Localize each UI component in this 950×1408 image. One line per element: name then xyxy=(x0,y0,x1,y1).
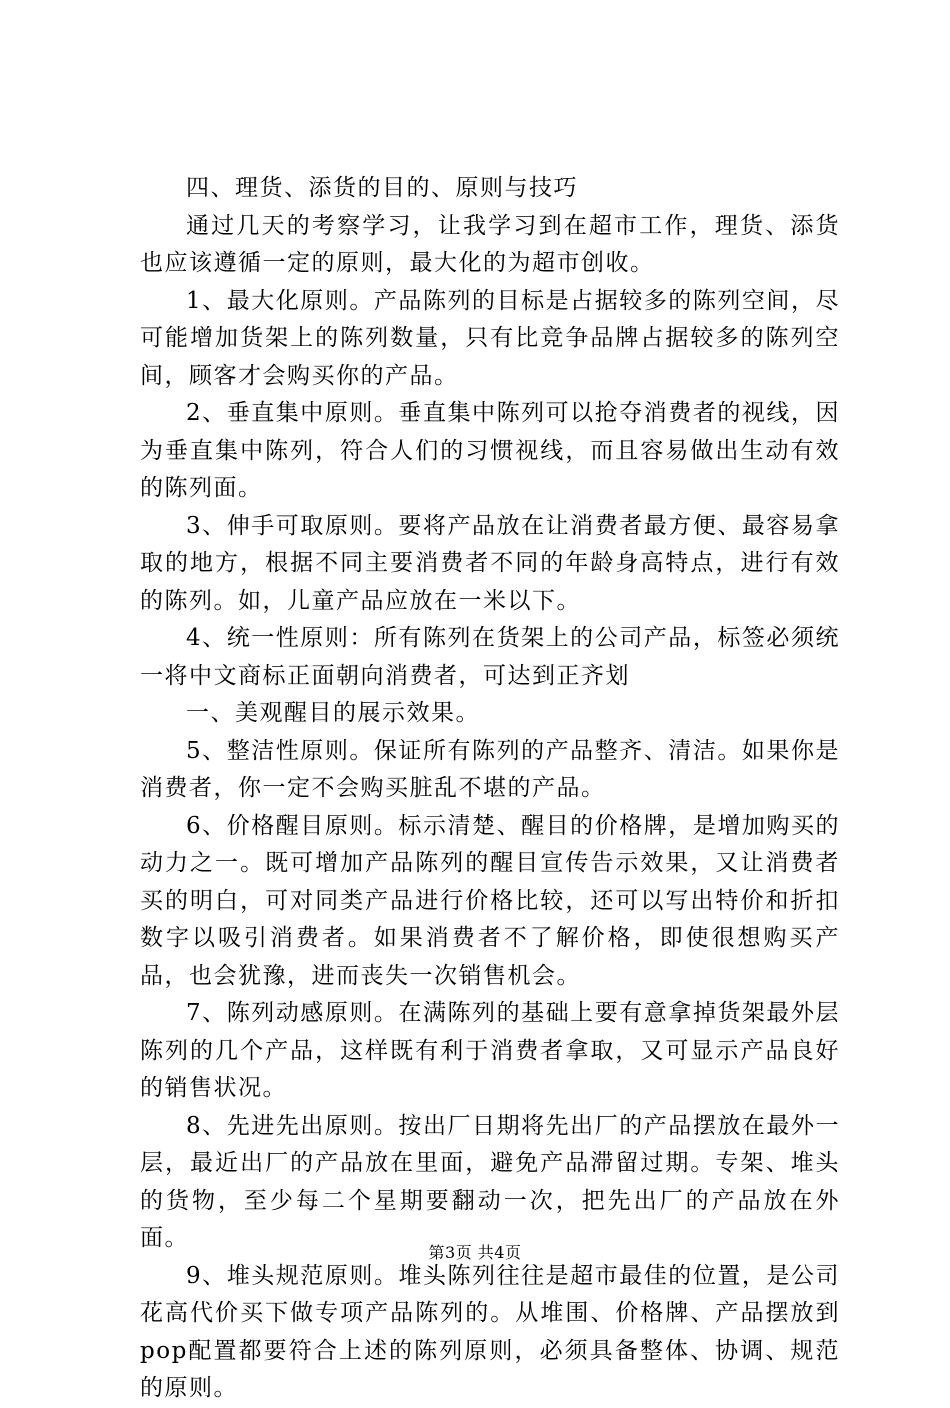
principle-3-paragraph: 3、伸手可取原则。要将产品放在让消费者最方便、最容易拿取的地方，根据不同主要消费者不同的年龄身高特点，进行有效的陈列。如，儿童产品应放在一米以下。 xyxy=(140,512,840,614)
principle-4-continuation: 一、美观醒目的展示效果。 xyxy=(186,700,480,726)
section-heading: 四、理货、添货的目的、原则与技巧 xyxy=(186,175,578,201)
document-body xyxy=(140,170,840,1408)
principle-6-paragraph: 6、价格醒目原则。标示清楚、醒目的价格牌，是增加购买的动力之一。既可增加产品陈列的醒目宣传告示效果，又让消费者买的明白，可对同类产品进行价格比较，还可以写出特价和折扣数字以吸引消费者。如果消费者不了解价格，即使很想购买产品，也会犹豫，进而丧失一次销售机会。 xyxy=(140,812,840,989)
intro-paragraph: 通过几天的考察学习，让我学习到在超市工作，理货、添货也应该遵循一定的原则，最大化的为超市创收。 xyxy=(140,212,840,276)
principle-9-paragraph: 9、堆头规范原则。堆头陈列往往是超市最佳的位置，是公司花高代价买下做专项产品陈列的。从堆围、价格牌、产品摆放到pop配置都要符合上述的陈列原则，必须具备整体、协调、规范的原则。 xyxy=(140,1262,840,1401)
principle-2-paragraph: 2、垂直集中原则。垂直集中陈列可以抢夺消费者的视线，因为垂直集中陈列，符合人们的习惯视线，而且容易做出生动有效的陈列面。 xyxy=(140,400,840,501)
principle-7-paragraph: 7、陈列动感原则。在满陈列的基础上要有意拿掉货架最外层陈列的几个产品，这样既有利于消费者拿取，又可显示产品良好的销售状况。 xyxy=(140,1000,840,1101)
principle-5-paragraph: 5、整洁性原则。保证所有陈列的产品整齐、清洁。如果你是消费者，你一定不会购买脏乱不堪的产品。 xyxy=(140,737,840,801)
principle-1-paragraph: 1、最大化原则。产品陈列的目标是占据较多的陈列空间，尽可能增加货架上的陈列数量，只有比竞争品牌占据较多的陈列空间，顾客才会购买你的产品。 xyxy=(140,287,840,389)
principle-4-paragraph: 4、统一性原则：所有陈列在货架上的公司产品，标签必须统一将中文商标正面朝向消费者，可达到正齐划 xyxy=(140,625,840,689)
principle-8-paragraph: 8、先进先出原则。按出厂日期将先出厂的产品摆放在最外一层，最近出厂的产品放在里面，避免产品滞留过期。专架、堆头的货物，至少每二个星期要翻动一次，把先出厂的产品放在外面。 xyxy=(140,1112,840,1251)
page-number-footer: 第3页 共4页 xyxy=(428,1243,522,1262)
